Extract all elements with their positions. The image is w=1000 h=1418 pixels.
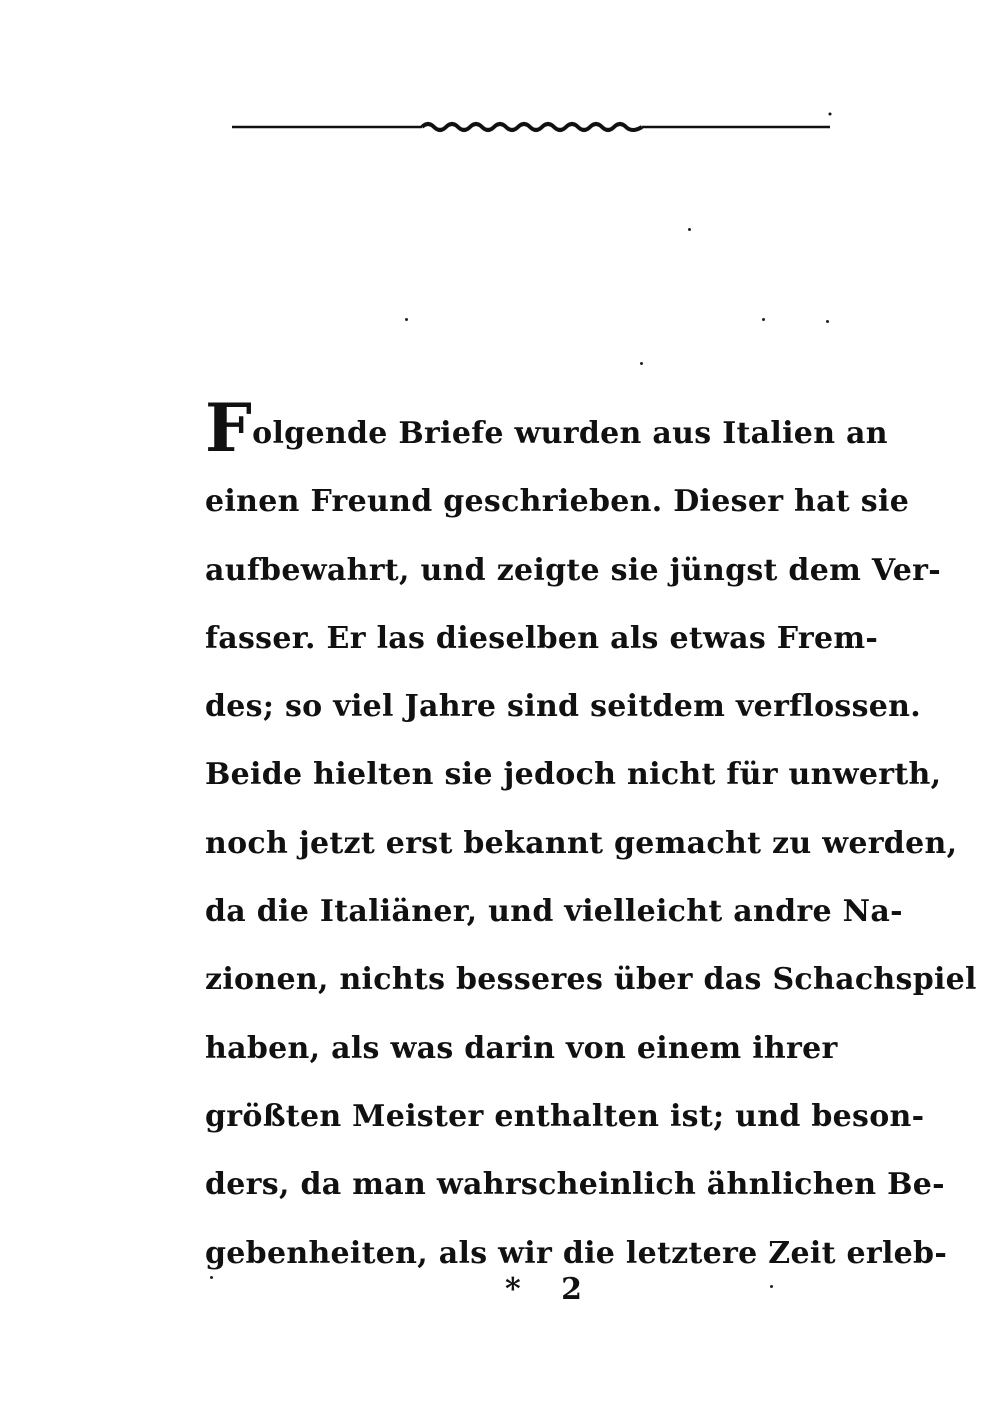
text-line-9: zionen, nichts besseres über das Schachspiel [205, 962, 977, 998]
print-speck [210, 1276, 213, 1279]
text-line-6: Beide hielten sie jedoch nicht für unwerth, [205, 757, 942, 793]
print-speck [688, 228, 691, 231]
text-line-2: einen Freund geschrieben. Dieser hat sie [205, 484, 910, 520]
print-speck [826, 320, 829, 323]
text-line-10: haben, als was darin von einem ihrer [205, 1030, 838, 1066]
print-speck [770, 1285, 773, 1288]
page-signature [505, 1272, 612, 1307]
initial-letter: F [205, 389, 253, 467]
text-line-7: noch jetzt erst bekannt gemacht zu werden, [205, 825, 958, 861]
signature-number: 2 [561, 1272, 583, 1307]
text-line-13: gebenheiten, als wir die letztere Zeit erleb- [205, 1235, 948, 1271]
text-line-1: Folgende Briefe wurden aus Italien an [205, 389, 888, 467]
text-line-4: fasser. Er las dieselben als etwas Frem- [205, 620, 879, 656]
body-text [205, 389, 977, 1288]
text-line-3: aufbewahrt, und zeigte sie jüngst dem Ver- [205, 552, 941, 588]
print-speck [640, 362, 643, 365]
text-line-12: ders, da man wahrscheinlich ähnlichen Be- [205, 1167, 945, 1203]
print-speck [762, 318, 765, 321]
text-line-11: größten Meister enthalten ist; und beson- [205, 1098, 925, 1134]
header-ornament-rule [232, 112, 832, 142]
text-line-5: des; so viel Jahre sind seitdem verflossen. [205, 689, 922, 725]
text-line-8: da die Italiäner, und vielleicht andre Na- [205, 894, 903, 930]
signature-mark: * [505, 1272, 521, 1307]
print-speck [405, 318, 408, 321]
